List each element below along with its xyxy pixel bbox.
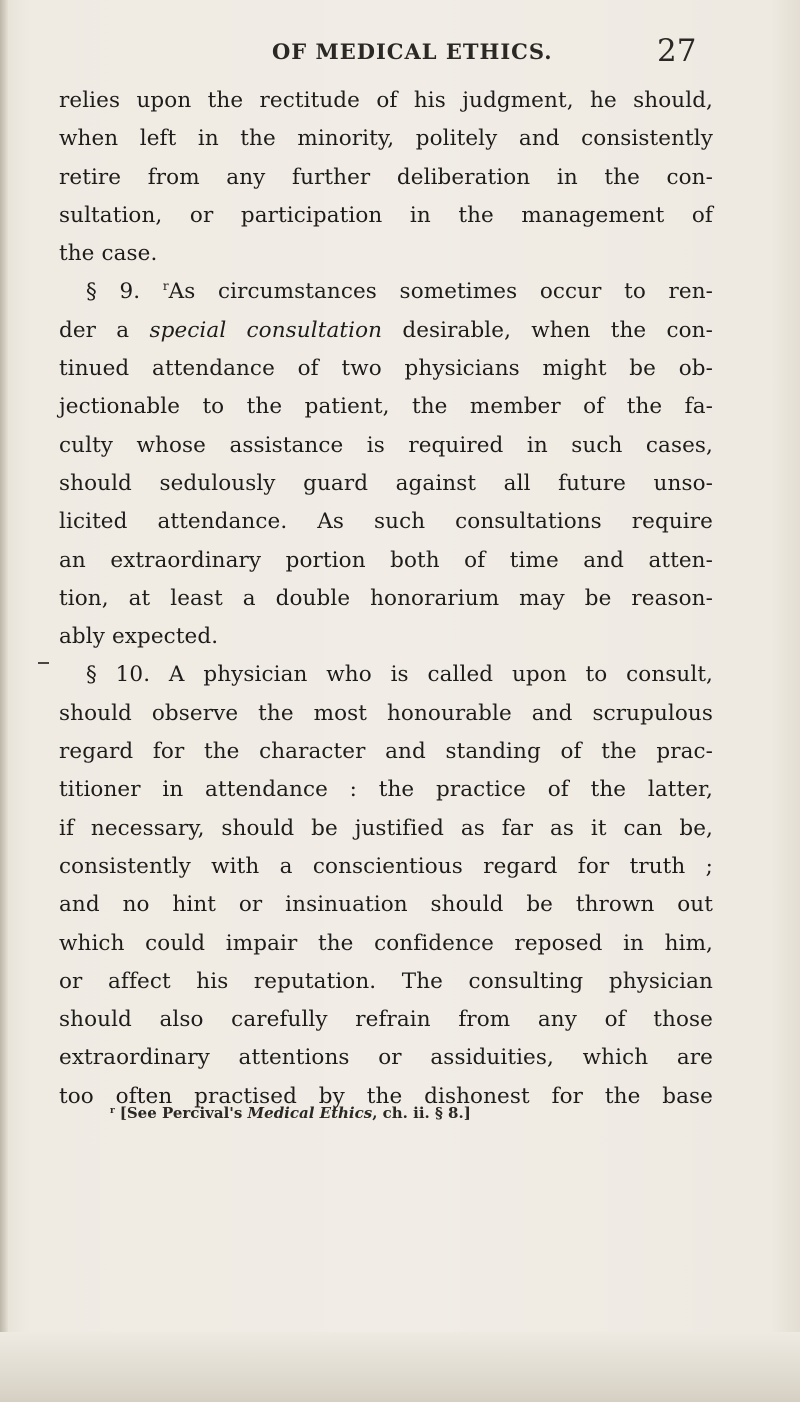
text-segment: desirable, when the con- xyxy=(382,317,713,343)
text-line: which could impair the confidence reposed in him, xyxy=(59,930,713,956)
footnote-book-title: Medical Ethics xyxy=(247,1104,373,1122)
text-line: tion, at least a double honorarium may be reason- xyxy=(59,585,713,611)
text-line: titioner in attendance : the practice of the latter, xyxy=(59,777,713,803)
text-line: and no hint or insinuation should be thrown out xyxy=(59,892,713,918)
page-header xyxy=(0,33,800,73)
text-line: jectionable to the patient, the member of the fa- xyxy=(59,394,713,420)
footnote xyxy=(110,1104,471,1122)
text-line: licited attendance. As such consultations require xyxy=(59,509,713,535)
section-9-heading-line xyxy=(59,273,713,311)
text-line: should also carefully refrain from any of those xyxy=(59,1007,713,1033)
text-line: extraordinary attentions or assiduities, which are xyxy=(59,1045,713,1071)
text-line: when left in the minority, politely and consistently xyxy=(59,126,713,152)
page-binding-edge xyxy=(0,0,8,1402)
text-line: ably expected. xyxy=(59,624,219,650)
emphasis-special-consultation: special consultation xyxy=(149,317,383,343)
running-title: OF MEDICAL ETHICS. xyxy=(272,39,553,64)
section-marker: § 9. xyxy=(86,279,141,305)
text-line: retire from any further deliberation in the con- xyxy=(59,164,713,190)
text-line: if necessary, should be justified as far as it can be, xyxy=(59,815,713,841)
footnote-text: [See Percival's xyxy=(119,1104,248,1122)
text-line: tinued attendance of two physicians might be ob- xyxy=(59,356,713,382)
text-line: too often practised by the dishonest for the base xyxy=(59,1083,713,1109)
section-10-heading-line: § 10. A physician who is called upon to consult, xyxy=(86,662,713,688)
text-line: should sedulously guard against all future unso- xyxy=(59,470,713,496)
text-line: sultation, or participation in the management of xyxy=(59,202,713,228)
footnote-text: , ch. ii. § 8.] xyxy=(372,1104,471,1122)
page-number: 27 xyxy=(657,33,697,69)
footnote-mark: r xyxy=(110,1106,115,1116)
text-line: regard for the character and standing of the prac- xyxy=(59,739,713,765)
text-line: culty whose assistance is required in such cases, xyxy=(59,432,713,458)
text-line: should observe the most honourable and scrupulous xyxy=(59,700,713,726)
body-text xyxy=(59,82,713,1116)
page-bottom-shadow xyxy=(0,1332,800,1402)
text-line: the case. xyxy=(59,241,158,267)
text-segment: der a xyxy=(59,317,150,343)
text-line xyxy=(59,312,713,350)
margin-mark xyxy=(38,662,49,664)
text-line: consistently with a conscientious regard for truth ; xyxy=(59,853,713,879)
footnote-reference: r xyxy=(162,279,169,294)
text-line: or affect his reputation. The consulting physician xyxy=(59,968,713,994)
text-segment: As circumstances sometimes occur to ren- xyxy=(168,279,714,305)
text-line: relies upon the rectitude of his judgment, he should, xyxy=(59,88,713,113)
text-line: an extraordinary portion both of time and atten- xyxy=(59,547,713,573)
